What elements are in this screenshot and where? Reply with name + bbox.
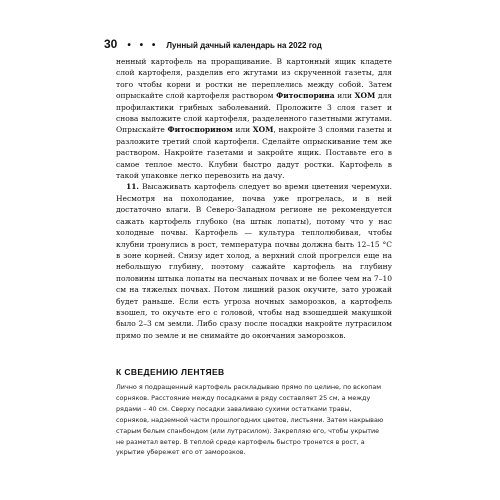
bold-term: Фитоспорином: [167, 125, 233, 135]
paragraph-11: [116, 181, 392, 341]
bold-term: ХОМ: [354, 91, 376, 101]
text-run: Высаживать картофель следует во время цветения черемухи. Несмотря на похолодание, почва уже прогрелась, и в ней достаточно влаги. В Северо-Западном регионе не рекомендуется сажать картофель глубоко (на штык лопаты), потому что у нас холодные почвы. Картофель — культура теплолюбивая, чтобы клубни тронулись в рост, температура почвы должна быть 12–15 °С в зоне корней. Снизу идет холод, а верхний слой прогрелся еще на небольшую глубину, поэтому сажайте картофель на глубину половины штыка лопаты на песчаных почвах и не более чем на 7–10 см на тяжелых почвах. Потом лишний разок окучите, зато урожай будет раньше. Если есть угроза ночных заморозков, а картофель взошел, то окучьте его с головой, чтобы над взошедшей макушкой было 2–3 см земли. Либо сразу после посадки накройте лутрасилом прямо по земле и не снимайте до окончания заморозков.: [116, 182, 392, 340]
text-run: или: [334, 91, 355, 101]
header-dots: • • •: [127, 40, 159, 51]
bold-term: ХОМ: [252, 125, 274, 135]
item-number: 11.: [126, 182, 140, 192]
main-text: [116, 56, 392, 341]
text-run: , накройте 3 слоями газеты и разложите третий слой картофеля. Сделайте опрыскивание тем же раствором. Накройте газетами и закройте ящик. Поставьте его в самое теплое место. Клубни быстро дадут ростки. Картофель в такой упаковке легко перевозить на дачу.: [116, 125, 392, 181]
text-run: для профилактики грибных заболеваний. Проложите 3 слоя газет и снова выложите слой картофеля, разделенного газетными жгутами. Опрыскайте: [116, 91, 393, 135]
running-header: [104, 37, 322, 51]
text-run: или: [232, 125, 253, 135]
sidebar-title: К СВЕДЕНИЮ ЛЕНТЯЕВ: [116, 367, 225, 377]
text-run: ненный картофель на проращивание. В картонный ящик кладете слой картофеля, разделив его жгутами из скрученной газеты, для того чтобы корни и ростки не переплелись между собой. Затем опрыскайте слой картофеля раствором: [116, 57, 392, 101]
sidebar-text: [116, 382, 386, 458]
running-title: Лунный дачный календарь на 2022 год: [166, 41, 322, 50]
sidebar-paragraph: Лично я подращенный картофель раскладываю прямо по целине, по вскопам сорняков. Расстояние между посадками в ряду составляет 25 см, а между рядами – 40 см. Сверху посадки заваливаю сухими остатками травы, сорняков, надземной части прошлогодних цветов, листьями. Затем накрываю старым белым спанбондом (или лутрасилом). Закрепляю его, чтобы укрытие не разметал ветер. В теплой среде картофель быстро тронется в рост, а укрытие убережет его от заморозков.: [116, 383, 384, 457]
page-number: 30: [104, 37, 118, 51]
paragraph-continuation: [116, 56, 392, 181]
bold-term: Фитоспорина: [276, 91, 335, 101]
